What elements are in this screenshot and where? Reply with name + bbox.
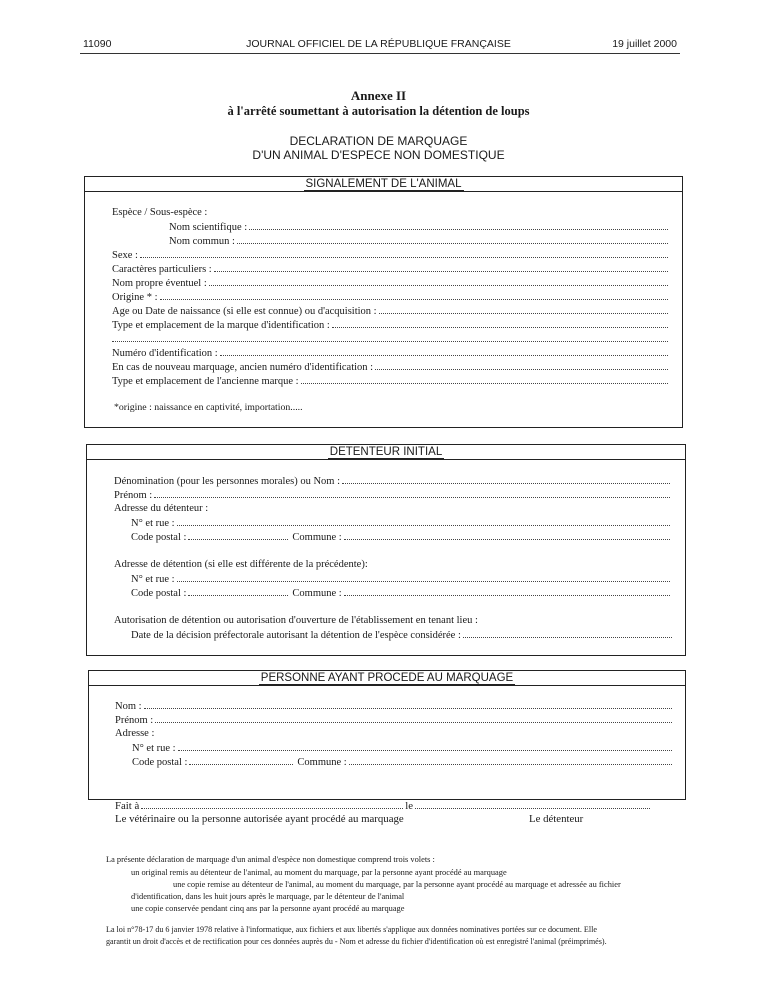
note-loi-2: garantit un droit d'accès et de rectification pour ces données auprès du - Nom et adresse du fichier d'identification où est enregistré l'animal (préimprimés). [106,937,607,946]
note-loi-1: La loi n°78-17 du 6 janvier 1978 relative à l'informatique, aux fichiers et aux libertés s'applique aux données nominatives portées sur ce document. Elle [106,925,597,934]
section-signalement-heading: SIGNALEMENT DE L'ANIMAL [85,177,682,192]
autorisation-label: Autorisation de détention ou autorisation d'ouverture de l'établissement en tenant lieu : [114,615,478,626]
type-marque-field[interactable]: Type et emplacement de la marque d'identification : [112,318,668,332]
section-detenteur-heading: DETENTEUR INITIAL [87,445,685,460]
signature-veterinaire: Le vétérinaire ou la personne autorisée ayant procédé au marquage [115,813,404,825]
nom-scientifique-field[interactable]: Nom scientifique : [169,220,668,234]
numero-field[interactable]: Numéro d'identification : [112,346,668,360]
adresse-marqueur-label: Adresse : [115,728,155,739]
denomination-field[interactable]: Dénomination (pour les personnes morales) ou Nom : [114,474,670,488]
annex-title: Annexe II [350,88,407,103]
origine-footnote: *origine : naissance en captivité, importation..... [114,402,303,413]
annex-subtitle: à l'arrêté soumettant à autorisation la détention de loups [227,104,530,118]
date-decision-field[interactable]: Date de la décision préfectorale autorisant la détention de l'espèce considérée : [131,628,672,642]
ancienne-marque-field[interactable]: Type et emplacement de l'ancienne marque : [112,374,668,388]
note-volet-2a: une copie remise au détenteur de l'animal, au moment du marquage, par la personne ayant procédé au marquage et adressée au fichier [173,880,621,889]
adresse-detention-label: Adresse de détention (si elle est différente de la précédente): [114,559,368,570]
fait-a-le-field[interactable]: Fait à le [115,799,650,813]
form-title-line2: D'UN ANIMAL D'ESPECE NON DOMESTIQUE [252,148,505,162]
note-volet-3: une copie conservée pendant cinq ans par la personne ayant procédé au marquage [131,904,405,913]
sexe-field[interactable]: Sexe : [112,248,668,262]
journal-title: JOURNAL OFFICIEL DE LA RÉPUBLIQUE FRANÇAISE [246,38,511,50]
type-marque-continuation[interactable] [112,332,668,346]
nom-commun-field[interactable]: Nom commun : [169,234,668,248]
signature-detenteur: Le détenteur [529,813,584,825]
cp-commune-marqueur-field[interactable]: Code postal : Commune : [132,755,672,769]
age-field[interactable]: Age ou Date de naissance (si elle est connue) ou d'acquisition : [112,304,668,318]
note-intro: La présente déclaration de marquage d'un animal d'espèce non domestique comprend trois volets : [106,855,435,864]
section-marquage-heading: PERSONNE AYANT PROCEDE AU MARQUAGE [89,671,685,686]
nom-propre-field[interactable]: Nom propre éventuel : [112,276,668,290]
origine-field[interactable]: Origine * : [112,290,668,304]
rue-detention-field[interactable]: N° et rue : [131,572,670,586]
journal-date: 19 juillet 2000 [612,38,677,50]
note-volet-1: un original remis au détenteur de l'animal, au moment du marquage, par la personne ayant procédé au marquage [131,868,507,877]
prenom-marqueur-field[interactable]: Prénom : [115,713,672,727]
header-rule [80,53,680,54]
espece-label-line: Espèce / Sous-espèce : [112,207,208,218]
form-title-line1: DECLARATION DE MARQUAGE [289,134,468,148]
nom-marqueur-field[interactable]: Nom : [115,699,672,713]
cp-commune-detenteur-field[interactable]: Code postal : Commune : [131,530,670,544]
ancien-numero-field[interactable]: En cas de nouveau marquage, ancien numéro d'identification : [112,360,668,374]
rue-detenteur-field[interactable]: N° et rue : [131,516,670,530]
note-volet-2b: d'identification, dans les huit jours après le marquage, par le détenteur de l'animal [131,892,405,901]
page-number: 11090 [83,38,112,50]
caracteres-field[interactable]: Caractères particuliers : [112,262,668,276]
prenom-detenteur-field[interactable]: Prénom : [114,488,670,502]
adresse-detenteur-label: Adresse du détenteur : [114,503,209,514]
rue-marqueur-field[interactable]: N° et rue : [132,741,672,755]
cp-commune-detention-field[interactable]: Code postal : Commune : [131,586,670,600]
